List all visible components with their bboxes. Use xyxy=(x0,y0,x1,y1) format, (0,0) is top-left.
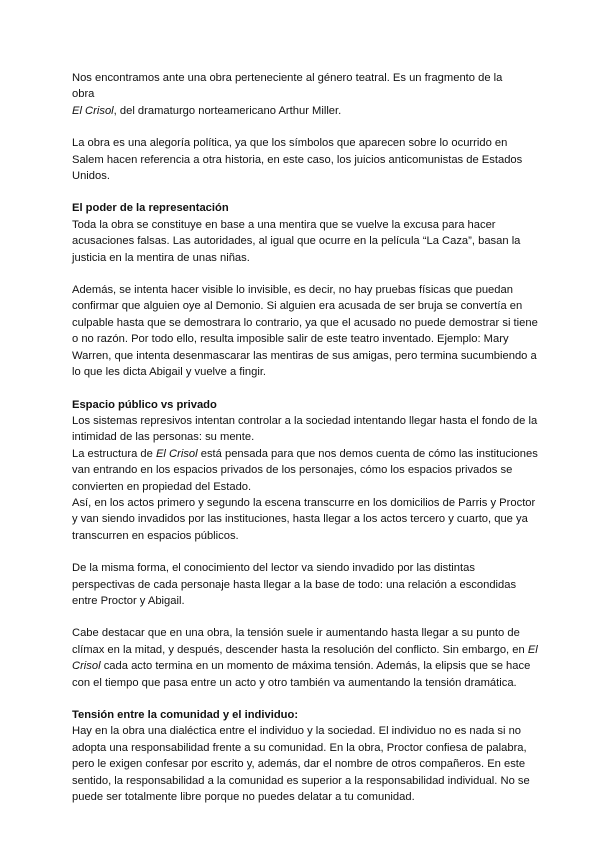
work-title: El Crisol xyxy=(72,643,538,673)
work-title: El Crisol xyxy=(72,104,114,117)
space-p5-text-a: Cabe destacar que en una obra, la tensión suele ir aumentando hasta llegar a su punto de clímax en la mitad, y después, descender hasta la resolución del conflicto. Sin embargo, en xyxy=(72,627,528,656)
space-paragraph-3: Así, en los actos primero y segundo la escena transcurre en los domicilios de Parris y Proctor y van siendo invadidos por las instituciones, hasta llegar a los actos tercero y cuarto, que ya transcurren en espacios públicos. xyxy=(72,496,536,542)
space-p2-text-b: está pensada para que nos demos cuenta de cómo las instituciones van entrando en los espacios privados de los personajes, cómo los espacios privados se convierten en propiedad del Estado. xyxy=(72,447,538,493)
space-p2-text-a: La estructura de xyxy=(72,447,156,460)
intro-paragraph-2: La obra es una alegoría política, ya que los símbolos que aparecen sobre lo ocurrido en Salem hacen referencia a otra historia, en este caso, los juicios anticomunistas de Estados Unidos. xyxy=(72,137,523,183)
section-heading-space: Espacio público vs privado xyxy=(72,398,217,411)
section-heading-tension: Tensión entre la comunidad y el individuo: xyxy=(72,709,299,721)
section-heading-representation: El poder de la representación xyxy=(72,202,229,215)
intro-paragraph-1 xyxy=(72,70,540,119)
intro-text-b: , del dramaturgo norteamericano Arthur Miller. xyxy=(113,104,342,117)
space-paragraph-5 xyxy=(72,625,540,691)
space-paragraph-1: Los sistemas represivos intentan controlar a la sociedad intentando llegar hasta el fondo de la intimidad de las personas: su mente. xyxy=(72,414,538,444)
space-paragraph-4: De la misma forma, el conocimiento del lector va siendo invadido por las distintas perspectivas de cada personaje hasta llegar a la base de todo: una relación a escondidas entre Proctor y Abigail. xyxy=(72,562,517,607)
work-title: El Crisol xyxy=(155,447,198,460)
space-p5-text-b: cada acto termina en un momento de máxima tensión. Además, la elipsis que se hace con el tiempo que pasa entre un acto y otro también va aumentando la tensión dramática. xyxy=(72,660,531,689)
tension-paragraph-1: Hay en la obra una dialéctica entre el individuo y la sociedad. El individuo no es nada si no adopta una responsabilidad frente a su comunidad. En la obra, Proctor confiesa de palabra, pero le exigen confesar por escrito y, además, dar el nombre de otros compañeros. En este sentido, la responsabilidad a la comunidad es superior a la responsabilidad individual. No se puede ser totalmente libre porque no puedes delatar a tu comunidad. xyxy=(72,725,530,804)
representation-paragraph-2: Además, se intenta hacer visible lo invisible, es decir, no hay pruebas físicas que puedan confirmar que alguien oye al Demonio. Si alguien era acusada de ser bruja se convertía en culpable hasta que se demostrara lo contrario, ya que el acusado no puede demostrar si tiene o no razón. Por todo ello, resulta imposible salir de este teatro inventado. Ejemplo: Mary Warren, que intenta desenmascarar las mentiras de sus amigas, pero termina sucumbiendo a lo que les dicta Abigail y vuelve a fingir. xyxy=(72,284,538,379)
representation-paragraph-1: Toda la obra se constituye en base a una mentira que se vuelve la excusa para hacer acusaciones falsas. Las autoridades, al igual que ocurre en la película “La Caza”, basan la justicia en la mentira de unas niñas. xyxy=(72,218,521,264)
intro-text-a: Nos encontramos ante una obra perteneciente al género teatral. Es un fragmento de la obra xyxy=(72,72,503,101)
space-paragraph-2 xyxy=(72,446,540,495)
